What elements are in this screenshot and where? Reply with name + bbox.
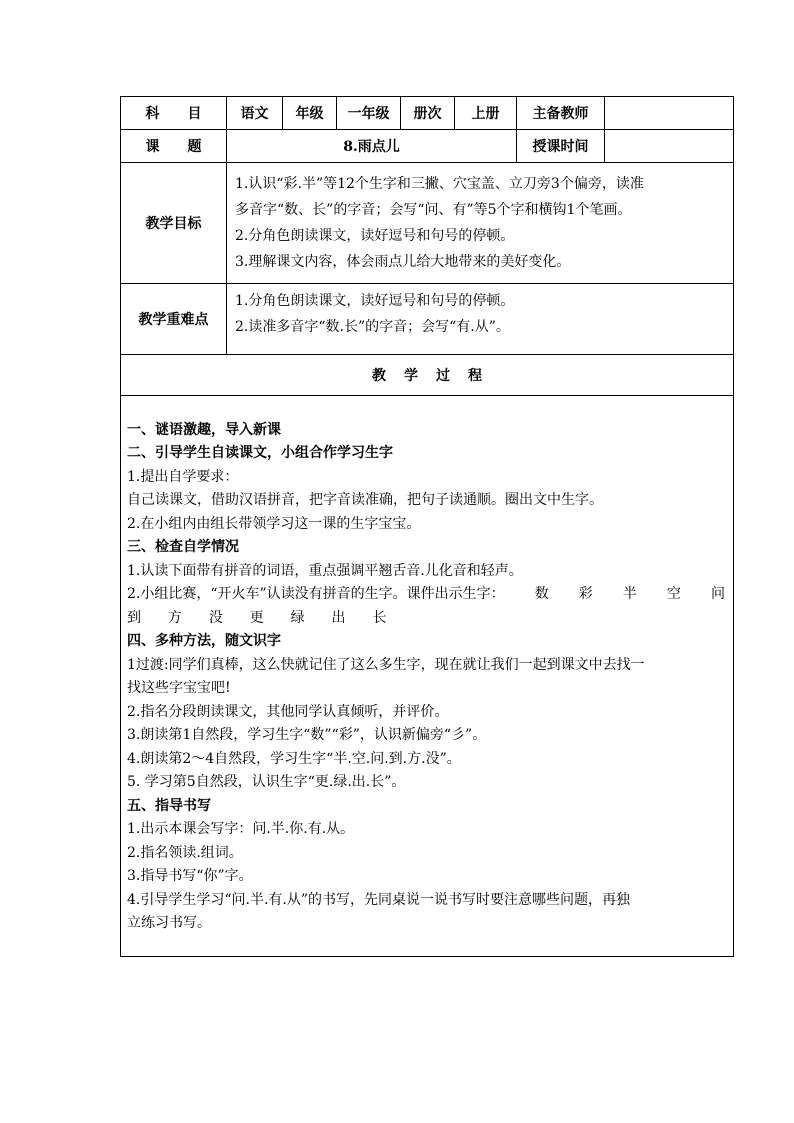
char-list-row [127, 583, 729, 607]
char-item: 出 [331, 609, 346, 626]
goal-line: 2.分角色朗读课文，读好逗号和句号的停顿。 [235, 228, 515, 244]
lesson-plan-page [120, 96, 733, 957]
key-points-row [121, 284, 734, 355]
time-value [605, 130, 734, 163]
grade-value: 一年级 [337, 97, 401, 130]
goals-label: 教学目标 [121, 163, 227, 284]
header-row [121, 97, 734, 130]
section-heading: 四、多种方法，随文识字 [127, 633, 281, 649]
key-points-content [227, 284, 734, 355]
body-line: 4.朗读第2～4自然段，学习生字“半.空.问.到.方.没”。 [127, 750, 461, 767]
char-item: 空 [666, 586, 681, 602]
char-item: 数 [534, 586, 549, 602]
char-item: 到 [127, 609, 141, 626]
body-line: 3.指导书写“你”字。 [127, 868, 253, 884]
volume-value: 上册 [455, 97, 517, 130]
char-item: 绿 [290, 609, 305, 626]
goal-line: 多音字“数、长”的字音；会写“问、有”等5个字和横钩1个笔画。 [235, 202, 632, 218]
goal-line: 1.认识“彩.半”等12个生字和三撇、穴宝盖、立刀旁3个偏旁，读准 [235, 176, 644, 192]
char-item: 长 [372, 609, 387, 626]
teacher-label: 主备教师 [517, 97, 605, 130]
body-line: 找这些字宝宝吧! [127, 680, 231, 696]
body-line: 3.朗读第1自然段，学习生字“数”“彩”，认识新偏旁“彡”。 [127, 727, 487, 743]
body-line: 2.小组比赛，“开火车”认读没有拼音的生字。课件出示生字： [127, 586, 505, 602]
key-point-line: 1.分角色朗读课文，读好逗号和句号的停顿。 [235, 293, 515, 309]
char-item: 彩 [578, 586, 593, 602]
char-item: 方 [167, 609, 182, 626]
section-heading: 一、谜语激趣，导入新课 [127, 421, 281, 438]
char-item: 问 [710, 586, 725, 602]
char-item: 没 [208, 609, 223, 626]
body-line: 自己读课文，借助汉语拼音，把字音读准确，把句子读通顺。圈出文中生字。 [127, 492, 603, 508]
time-label: 授课时间 [517, 130, 605, 163]
char-list-row [127, 607, 729, 631]
lesson-plan-table [120, 96, 734, 957]
key-point-line: 2.读准多音字“数.长”的字音；会写“有.从”。 [235, 319, 510, 335]
body-line: 2.指名领读.组词。 [127, 844, 243, 861]
process-body [121, 396, 734, 957]
subject-value: 语文 [227, 97, 283, 130]
body-line: 立练习书写。 [127, 915, 211, 931]
goals-content [227, 163, 734, 284]
subject-label: 科 目 [121, 97, 227, 130]
body-line: 2.在小组内由组长带领学习这一课的生字宝宝。 [127, 515, 421, 532]
body-line: 5. 学习第5自然段，认识生字“更.绿.出.长”。 [127, 774, 406, 790]
process-header-row [121, 355, 734, 396]
goal-line: 3.理解课文内容，体会雨点儿给大地带来的美好变化。 [235, 254, 571, 270]
topic-row [121, 130, 734, 163]
section-heading: 二、引导学生自读课文，小组合作学习生字 [127, 445, 393, 461]
section-heading: 五、指导书写 [127, 797, 211, 814]
body-line: 1.出示本课会写字：问.半.你.有.从。 [127, 821, 355, 837]
key-points-label: 教学重难点 [121, 284, 227, 355]
body-line: 1.提出自学要求： [127, 468, 239, 485]
body-line: 1过渡:同学们真棒，这么快就记住了这么多生字，现在就让我们一起到课文中去找一 [127, 656, 645, 673]
process-label: 教学过程 [121, 355, 734, 396]
topic-label: 课 题 [121, 130, 227, 163]
char-item: 半 [622, 586, 637, 602]
topic-value: 8.雨点儿 [227, 130, 517, 163]
body-line: 4.引导学生学习“问.半.有.从”的书写，先同桌说一说书写时要注意哪些问题，再独 [127, 891, 631, 908]
body-line: 1.认读下面带有拼音的词语，重点强调平翘舌音.儿化音和轻声。 [127, 562, 523, 579]
body-line: 2.指名分段朗读课文，其他同学认真倾听，并评价。 [127, 703, 449, 720]
char-item: 更 [249, 609, 264, 626]
grade-label: 年级 [283, 97, 337, 130]
process-body-row [121, 396, 734, 957]
volume-label: 册次 [401, 97, 455, 130]
teacher-value [605, 97, 734, 130]
section-heading: 三、检查自学情况 [127, 539, 239, 555]
goals-row [121, 163, 734, 284]
